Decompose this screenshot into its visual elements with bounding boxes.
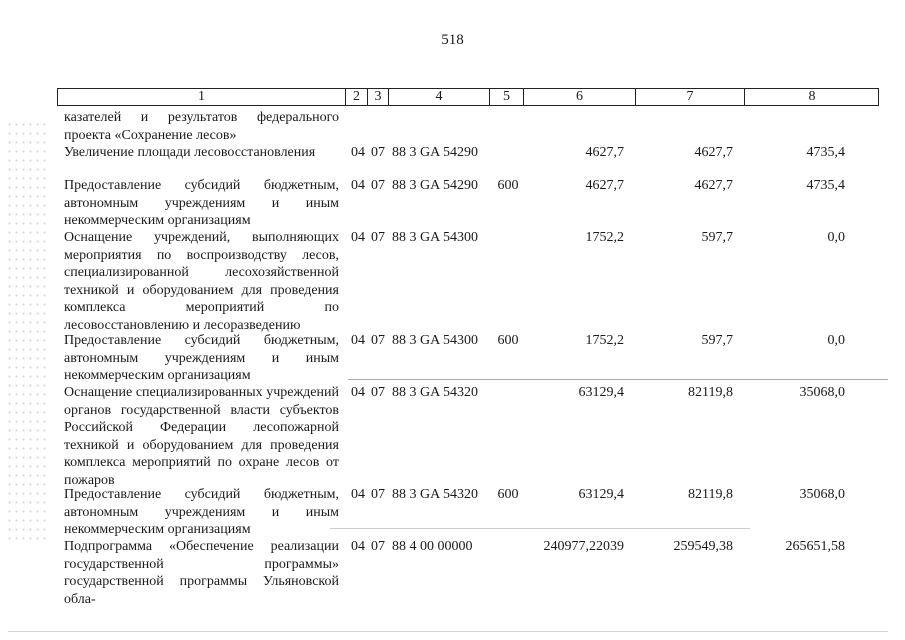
cell-amount-col7: 4627,7 <box>694 178 733 193</box>
cell-amount-col6: 4627,7 <box>585 178 624 193</box>
cell-amount-col8: 0,0 <box>827 230 845 245</box>
cell-section: 04 <box>351 487 365 502</box>
row-description: казателей и результатов федерального проекта «Сохранение лесов» <box>64 110 339 143</box>
row-description: Предоставление субсидий бюджетным, автономным учреждениям и иным некоммерческим организациям <box>64 487 339 537</box>
cell-section: 04 <box>351 178 365 193</box>
cell-amount-col8: 0,0 <box>827 333 845 348</box>
cell-amount-col8: 35068,0 <box>799 487 845 502</box>
cell-amount-col7: 82119,8 <box>688 487 733 502</box>
header-cell-7: 7 <box>635 89 744 105</box>
cell-expense-type: 600 <box>497 487 519 502</box>
row-description: Подпрограмма «Обеспечение реализации государственной программы» государственной программы Ульяновской обла- <box>64 539 339 607</box>
cell-amount-col6: 63129,4 <box>578 487 624 502</box>
cell-amount-col7: 597,7 <box>701 230 733 245</box>
cell-expense-type: 600 <box>497 333 519 348</box>
row-description: Оснащение специализированных учреждений органов государственной власти субъектов Российской Федерации лесопожарной техникой и оборудованием для проведения комплекса мероприятий по охране лесов от пожаров <box>64 385 339 488</box>
cell-section: 04 <box>351 230 365 245</box>
scan-artifact-line <box>348 379 888 380</box>
cell-amount-col8: 265651,58 <box>785 539 845 554</box>
cell-subsection: 07 <box>371 145 385 160</box>
header-cell-1: 1 <box>198 89 205 104</box>
header-cell-2: 2 <box>345 89 367 105</box>
cell-amount-col7: 259549,38 <box>673 539 733 554</box>
row-description: Оснащение учреждений, выполняющих мероприятия по воспроизводству лесов, специализированной лесохозяйственной техникой и оборудованием для проведения комплекса мероприятий по лесовосстановлению и лесоразведению <box>64 230 339 333</box>
cell-section: 04 <box>351 333 365 348</box>
header-cell-8: 8 <box>744 89 879 105</box>
header-cell-6: 6 <box>523 89 635 105</box>
cell-target-article: 88 4 00 00000 <box>392 539 473 554</box>
header-cell-3: 3 <box>367 89 388 105</box>
cell-amount-col7: 82119,8 <box>688 385 733 400</box>
cell-section: 04 <box>351 539 365 554</box>
row-description: Предоставление субсидий бюджетным, автономным учреждениям и иным некоммерческим организациям <box>64 178 339 228</box>
cell-amount-col7: 4627,7 <box>694 145 733 160</box>
cell-section: 04 <box>351 385 365 400</box>
cell-amount-col6: 1752,2 <box>585 333 624 348</box>
row-description: Предоставление субсидий бюджетным, автономным учреждениям и иным некоммерческим организациям <box>64 333 339 383</box>
cell-section: 04 <box>351 145 365 160</box>
cell-subsection: 07 <box>371 333 385 348</box>
header-cell-4: 4 <box>388 89 489 105</box>
cell-target-article: 88 3 GA 54300 <box>392 333 478 348</box>
cell-subsection: 07 <box>371 487 385 502</box>
cell-amount-col8: 35068,0 <box>799 385 845 400</box>
cell-amount-col6: 4627,7 <box>585 145 624 160</box>
cell-expense-type: 600 <box>497 178 519 193</box>
cell-target-article: 88 3 GA 54300 <box>392 230 478 245</box>
cell-amount-col6: 1752,2 <box>585 230 624 245</box>
cell-target-article: 88 3 GA 54320 <box>392 487 478 502</box>
cell-target-article: 88 3 GA 54290 <box>392 145 478 160</box>
cell-subsection: 07 <box>371 385 385 400</box>
table-header <box>57 88 879 106</box>
cell-amount-col8: 4735,4 <box>806 145 845 160</box>
cell-amount-col6: 63129,4 <box>578 385 624 400</box>
cell-subsection: 07 <box>371 178 385 193</box>
cell-target-article: 88 3 GA 54320 <box>392 385 478 400</box>
row-description: Увеличение площади лесовосстановления <box>64 145 316 160</box>
cell-subsection: 07 <box>371 539 385 554</box>
page-number: 518 <box>441 32 464 48</box>
cell-amount-col8: 4735,4 <box>806 178 845 193</box>
scan-artifact-line <box>330 528 750 529</box>
cell-amount-col6: 240977,22039 <box>543 539 624 554</box>
header-cell-5: 5 <box>489 89 523 105</box>
scan-artifact-line <box>8 631 888 632</box>
cell-target-article: 88 3 GA 54290 <box>392 178 478 193</box>
cell-subsection: 07 <box>371 230 385 245</box>
cell-amount-col7: 597,7 <box>701 333 733 348</box>
scan-noise <box>6 120 50 540</box>
